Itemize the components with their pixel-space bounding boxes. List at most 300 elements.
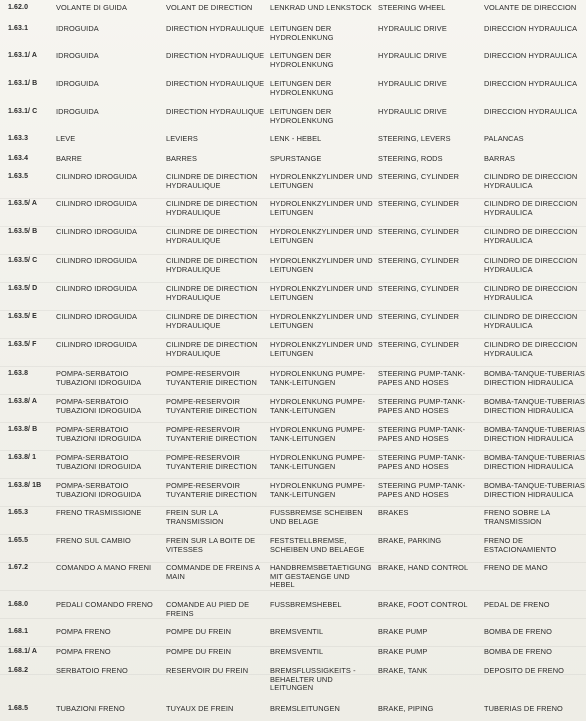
german-name-line: LEITUNGEN xyxy=(270,348,314,358)
spanish-name xyxy=(484,482,584,499)
italian-name-line: TUBAZIONI FRENO xyxy=(56,704,125,713)
spanish-name xyxy=(484,155,584,164)
french-name-line: DIRECTION HYDRAULIQUE xyxy=(166,107,265,116)
german-name xyxy=(270,426,376,443)
english-name-line: STEERING, CYLINDER xyxy=(378,312,460,321)
german-name-line: TANK-LEITUNGEN xyxy=(270,433,336,443)
group-code: 1.65.5 xyxy=(8,537,29,544)
french-name xyxy=(166,173,266,190)
english-name xyxy=(378,705,482,714)
italian-name xyxy=(56,135,164,144)
german-name-line: HYDROLENKUNG xyxy=(270,87,334,97)
english-name xyxy=(378,370,482,387)
french-name-line: POMPE DU FREIN xyxy=(166,647,232,656)
spanish-name xyxy=(484,285,584,302)
german-name-line: UND BELAGE xyxy=(270,516,319,526)
italian-name-line: TUBAZIONI IDROGUIDA xyxy=(56,461,142,471)
german-name-line: HANDBREMSBETAETIGUNG xyxy=(270,563,372,572)
german-name-line: HYDROLENKUNG PUMPE- xyxy=(270,481,366,490)
spanish-name-line: CILINDRO DE DIRECCION xyxy=(484,340,578,349)
spanish-name xyxy=(484,667,584,676)
english-name-line: BRAKE, FOOT CONTROL xyxy=(378,600,468,609)
german-name-line: LEITUNGEN xyxy=(270,320,314,330)
french-name-line: DIRECTION HYDRAULIQUE xyxy=(166,24,265,33)
french-name-line: CILINDRE DE DIRECTION xyxy=(166,256,258,265)
french-name xyxy=(166,601,266,618)
group-code: 1.65.3 xyxy=(8,509,29,516)
french-name-line: POMPE-RESERVOIR xyxy=(166,369,241,378)
german-name xyxy=(270,155,376,164)
italian-name-line: FRENO SUL CAMBIO xyxy=(56,536,131,545)
italian-name-line: POMPA FRENO xyxy=(56,647,111,656)
spanish-name xyxy=(484,454,584,471)
french-name-line: TUYANTERIE DIRECTION xyxy=(166,461,257,471)
french-name-line: LEVIERS xyxy=(166,134,198,143)
english-name xyxy=(378,564,482,573)
german-name-line: HYDROLENKZYLINDER UND xyxy=(270,199,373,208)
italian-name xyxy=(56,482,164,499)
french-name xyxy=(166,628,266,637)
french-name-line: POMPE-RESERVOIR xyxy=(166,453,241,462)
german-name-line: HYDROLENKUNG PUMPE- xyxy=(270,369,366,378)
german-name xyxy=(270,370,376,387)
french-name xyxy=(166,705,266,714)
french-name xyxy=(166,509,266,526)
italian-name xyxy=(56,705,164,714)
french-name-line: TUYANTERIE DIRECTION xyxy=(166,433,257,443)
french-name-line: POMPE-RESERVOIR xyxy=(166,425,241,434)
spanish-name xyxy=(484,564,584,573)
spanish-name-line: CILINDRO DE DIRECCION xyxy=(484,172,578,181)
german-name-line: FESTSTELLBREMSE, xyxy=(270,536,347,545)
english-name xyxy=(378,135,482,144)
french-name xyxy=(166,4,266,13)
group-code: 1.63.5/ E xyxy=(8,313,37,320)
french-name-line: CILINDRE DE DIRECTION xyxy=(166,227,258,236)
spanish-name xyxy=(484,4,584,13)
french-name-line: CILINDRE DE DIRECTION xyxy=(166,340,258,349)
italian-name xyxy=(56,537,164,546)
italian-name xyxy=(56,200,164,209)
german-name-line: HYDROLENKUNG PUMPE- xyxy=(270,397,366,406)
german-name xyxy=(270,482,376,499)
italian-name-line: COMANDO A MANO FRENI xyxy=(56,563,152,572)
french-name xyxy=(166,426,266,443)
spanish-name xyxy=(484,426,584,443)
group-code: 1.63.5 xyxy=(8,173,29,180)
italian-name-line: SERBATOIO FRENO xyxy=(56,666,128,675)
spanish-name-line: ESTACIONAMIENTO xyxy=(484,544,557,554)
spanish-name-line: BOMBA-TANQUE-TUBERIAS xyxy=(484,453,585,462)
italian-name-line: CILINDRO IDROGUIDA xyxy=(56,227,138,236)
italian-name xyxy=(56,228,164,237)
italian-name-line: POMPA-SERBATOIO xyxy=(56,481,129,490)
spanish-name xyxy=(484,509,584,526)
english-name-line: PAPES AND HOSES xyxy=(378,433,449,443)
english-name xyxy=(378,108,482,117)
german-name xyxy=(270,601,376,610)
german-name xyxy=(270,135,376,144)
italian-name-line: CILINDRO IDROGUIDA xyxy=(56,256,138,265)
english-name xyxy=(378,173,482,182)
german-name-line: LEITUNGEN DER xyxy=(270,107,332,116)
german-name xyxy=(270,228,376,245)
group-code: 1.68.5 xyxy=(8,705,29,712)
english-name xyxy=(378,628,482,637)
german-name-line: LEITUNGEN xyxy=(270,207,314,217)
english-name xyxy=(378,228,482,237)
group-code: 1.63.5/ F xyxy=(8,341,37,348)
english-name-line: HYDRAULIC DRIVE xyxy=(378,107,447,116)
italian-name xyxy=(56,398,164,415)
german-name-line: FUSSBREMSE SCHEIBEN xyxy=(270,508,363,517)
german-name-line: HYDROLENKZYLINDER UND xyxy=(270,256,373,265)
english-name-line: STEERING, CYLINDER xyxy=(378,199,460,208)
english-name-line: PAPES AND HOSES xyxy=(378,377,449,387)
english-name-line: STEERING, RODS xyxy=(378,154,443,163)
english-name xyxy=(378,667,482,676)
english-name-line: STEERING PUMP-TANK- xyxy=(378,397,466,406)
french-name-line: HYDRAULIQUE xyxy=(166,180,221,190)
french-name xyxy=(166,341,266,358)
german-name xyxy=(270,108,376,125)
german-name-line: LEITUNGEN xyxy=(270,292,314,302)
french-name xyxy=(166,285,266,302)
group-code: 1.63.1/ B xyxy=(8,80,38,87)
german-name xyxy=(270,648,376,657)
italian-name xyxy=(56,108,164,117)
italian-name-line: TUBAZIONI IDROGUIDA xyxy=(56,489,142,499)
german-name xyxy=(270,628,376,637)
french-name-line: POMPE-RESERVOIR xyxy=(166,481,241,490)
german-name-line: TANK-LEITUNGEN xyxy=(270,405,336,415)
group-code: 1.62.0 xyxy=(8,4,29,11)
english-name-line: STEERING, CYLINDER xyxy=(378,340,460,349)
italian-name xyxy=(56,257,164,266)
italian-name-line: CILINDRO IDROGUIDA xyxy=(56,284,138,293)
french-name-line: TUYANTERIE DIRECTION xyxy=(166,489,257,499)
german-name xyxy=(270,285,376,302)
german-name-line: TANK-LEITUNGEN xyxy=(270,489,336,499)
italian-name-line: IDROGUIDA xyxy=(56,107,99,116)
spanish-name-line: DIRECTION HIDRAULICA xyxy=(484,461,574,471)
spanish-name xyxy=(484,52,584,61)
spanish-name-line: VOLANTE DE DIRECCION xyxy=(484,3,577,12)
english-name-line: HYDRAULIC DRIVE xyxy=(378,51,447,60)
french-name xyxy=(166,52,266,61)
italian-name-line: IDROGUIDA xyxy=(56,79,99,88)
spanish-name xyxy=(484,228,584,245)
group-code: 1.67.2 xyxy=(8,564,29,571)
group-code: 1.63.3 xyxy=(8,135,29,142)
french-name xyxy=(166,200,266,217)
french-name-line: DIRECTION HYDRAULIQUE xyxy=(166,51,265,60)
french-name-line: COMMANDE DE FREINS A xyxy=(166,563,260,572)
spanish-name xyxy=(484,25,584,34)
german-name xyxy=(270,200,376,217)
english-name-line: HYDRAULIC DRIVE xyxy=(378,79,447,88)
spanish-name-line: FRENO DE xyxy=(484,536,523,545)
german-name-line: TANK-LEITUNGEN xyxy=(270,461,336,471)
french-name xyxy=(166,25,266,34)
french-name xyxy=(166,257,266,274)
italian-name xyxy=(56,601,164,610)
french-name-line: TRANSMISSION xyxy=(166,516,224,526)
english-name xyxy=(378,80,482,89)
german-name-line: BEHAELTER UND xyxy=(270,674,333,684)
english-name-line: STEERING PUMP-TANK- xyxy=(378,453,466,462)
spanish-name-line: HYDRAULICA xyxy=(484,180,533,190)
group-code: 1.63.5/ C xyxy=(8,257,38,264)
german-name-line: HYDROLENKZYLINDER UND xyxy=(270,312,373,321)
german-name-line: LEITUNGEN DER xyxy=(270,24,332,33)
italian-name xyxy=(56,155,164,164)
english-name-line: STEERING, CYLINDER xyxy=(378,227,460,236)
italian-name xyxy=(56,648,164,657)
italian-name-line: CILINDRO IDROGUIDA xyxy=(56,172,138,181)
italian-name xyxy=(56,454,164,471)
french-name-line: HYDRAULIQUE xyxy=(166,292,221,302)
english-name xyxy=(378,537,482,546)
spanish-name xyxy=(484,313,584,330)
spanish-name xyxy=(484,341,584,358)
english-name-line: BRAKE, HAND CONTROL xyxy=(378,563,469,572)
italian-name xyxy=(56,52,164,61)
french-name-line: TUYANTERIE DIRECTION xyxy=(166,405,257,415)
spanish-name-line: PALANCAS xyxy=(484,134,524,143)
french-name-line: VOLANT DE DIRECTION xyxy=(166,3,253,12)
spanish-name xyxy=(484,173,584,190)
french-name-line: COMANDE AU PIED DE xyxy=(166,600,250,609)
italian-name-line: FRENO TRASMISSIONE xyxy=(56,508,142,517)
english-name xyxy=(378,398,482,415)
spanish-name-line: DEPOSITO DE FRENO xyxy=(484,666,564,675)
italian-name xyxy=(56,628,164,637)
german-name xyxy=(270,564,376,590)
italian-name-line: TUBAZIONI IDROGUIDA xyxy=(56,405,142,415)
english-name-line: BRAKE, PIPING xyxy=(378,704,434,713)
german-name xyxy=(270,398,376,415)
spanish-name xyxy=(484,370,584,387)
spanish-name xyxy=(484,537,584,554)
english-name xyxy=(378,454,482,471)
spanish-name xyxy=(484,257,584,274)
group-code: 1.63.5/ B xyxy=(8,228,38,235)
spanish-name xyxy=(484,80,584,89)
english-name-line: STEERING WHEEL xyxy=(378,3,446,12)
italian-name-line: BARRE xyxy=(56,154,82,163)
german-name-line: HYDROLENKZYLINDER UND xyxy=(270,340,373,349)
group-code: 1.68.0 xyxy=(8,601,29,608)
spanish-name-line: HYDRAULICA xyxy=(484,320,533,330)
german-name xyxy=(270,80,376,97)
french-name xyxy=(166,108,266,117)
german-name-line: LEITUNGEN xyxy=(270,264,314,274)
spanish-name-line: PEDAL DE FRENO xyxy=(484,600,550,609)
spanish-name-line: DIRECCION HYDRAULICA xyxy=(484,79,578,88)
italian-name-line: IDROGUIDA xyxy=(56,24,99,33)
french-name-line: FREIN SUR LA BOITE DE xyxy=(166,536,256,545)
spanish-name-line: CILINDRO DE DIRECCION xyxy=(484,312,578,321)
italian-name-line: TUBAZIONI IDROGUIDA xyxy=(56,377,142,387)
french-name-line: HYDRAULIQUE xyxy=(166,207,221,217)
spanish-name-line: CILINDRO DE DIRECCION xyxy=(484,284,578,293)
german-name-line: LEITUNGEN xyxy=(270,683,314,693)
spanish-name xyxy=(484,200,584,217)
german-name-line: TANK-LEITUNGEN xyxy=(270,377,336,387)
german-name-line: HYDROLENKUNG PUMPE- xyxy=(270,453,366,462)
english-name-line: BRAKES xyxy=(378,508,409,517)
french-name xyxy=(166,135,266,144)
german-name-line: FUSSBREMSHEBEL xyxy=(270,600,342,609)
italian-name xyxy=(56,25,164,34)
english-name xyxy=(378,200,482,209)
english-name-line: BRAKE, PARKING xyxy=(378,536,442,545)
spanish-name-line: BOMBA DE FRENO xyxy=(484,647,552,656)
german-name xyxy=(270,454,376,471)
english-name xyxy=(378,509,482,518)
german-name-line: BREMSVENTIL xyxy=(270,647,324,656)
english-name-line: BRAKE, TANK xyxy=(378,666,428,675)
english-name-line: STEERING, CYLINDER xyxy=(378,172,460,181)
german-name xyxy=(270,25,376,42)
italian-name xyxy=(56,4,164,13)
french-name-line: CILINDRE DE DIRECTION xyxy=(166,284,258,293)
italian-name xyxy=(56,80,164,89)
french-name xyxy=(166,537,266,554)
spanish-name xyxy=(484,398,584,415)
german-name-line: HYDROLENKUNG xyxy=(270,115,334,125)
italian-name-line: CILINDRO IDROGUIDA xyxy=(56,199,138,208)
english-name-line: BRAKE PUMP xyxy=(378,627,428,636)
spanish-name-line: DIRECCION HYDRAULICA xyxy=(484,24,578,33)
spanish-name-line: DIRECCION HYDRAULICA xyxy=(484,107,578,116)
german-name-line: BREMSFLUSSIGKEITS - xyxy=(270,666,356,675)
spanish-name-line: TUBERIAS DE FRENO xyxy=(484,704,563,713)
german-name xyxy=(270,667,376,693)
spanish-name-line: BOMBA-TANQUE-TUBERIAS xyxy=(484,481,585,490)
group-code: 1.63.5/ D xyxy=(8,285,38,292)
english-name-line: PAPES AND HOSES xyxy=(378,461,449,471)
english-name xyxy=(378,285,482,294)
english-name-line: STEERING, LEVERS xyxy=(378,134,451,143)
french-name xyxy=(166,454,266,471)
english-name xyxy=(378,52,482,61)
spanish-name xyxy=(484,628,584,637)
italian-name xyxy=(56,285,164,294)
spanish-name-line: BOMBA DE FRENO xyxy=(484,627,552,636)
german-name-line: BREMSLEITUNGEN xyxy=(270,704,340,713)
english-name xyxy=(378,648,482,657)
italian-name xyxy=(56,341,164,350)
group-code: 1.63.1/ C xyxy=(8,108,38,115)
german-name xyxy=(270,313,376,330)
spanish-name-line: CILINDRO DE DIRECCION xyxy=(484,199,578,208)
german-name-line: LEITUNGEN xyxy=(270,235,314,245)
italian-name-line: TUBAZIONI IDROGUIDA xyxy=(56,433,142,443)
english-name-line: STEERING PUMP-TANK- xyxy=(378,481,466,490)
german-name-line: LENK - HEBEL xyxy=(270,134,322,143)
spanish-name-line: TRANSMISSION xyxy=(484,516,542,526)
german-name xyxy=(270,173,376,190)
english-name-line: HYDRAULIC DRIVE xyxy=(378,24,447,33)
french-name xyxy=(166,80,266,89)
italian-name-line: CILINDRO IDROGUIDA xyxy=(56,312,138,321)
german-name-line: HYDROLENKZYLINDER UND xyxy=(270,227,373,236)
german-name-line: LENKRAD UND LENKSTOCK xyxy=(270,3,372,12)
group-code: 1.63.8/ B xyxy=(8,426,38,433)
spanish-name xyxy=(484,705,584,714)
french-name-line: VITESSES xyxy=(166,544,203,554)
english-name-line: STEERING PUMP-TANK- xyxy=(378,425,466,434)
group-code: 1.63.5/ A xyxy=(8,200,38,207)
italian-name-line: LEVE xyxy=(56,134,76,143)
french-name-line: TUYAUX DE FREIN xyxy=(166,704,234,713)
german-name-line: HYDROLENKZYLINDER UND xyxy=(270,172,373,181)
english-name-line: PAPES AND HOSES xyxy=(378,405,449,415)
french-name xyxy=(166,313,266,330)
group-code: 1.63.8/ 1 xyxy=(8,454,37,461)
group-code: 1.68.1 xyxy=(8,628,29,635)
english-name xyxy=(378,25,482,34)
spanish-name xyxy=(484,135,584,144)
spanish-name-line: BOMBA-TANQUE-TUBERIAS xyxy=(484,397,585,406)
spanish-name xyxy=(484,108,584,117)
italian-name-line: POMPA-SERBATOIO xyxy=(56,397,129,406)
english-name xyxy=(378,341,482,350)
french-name xyxy=(166,564,266,581)
french-name-line: HYDRAULIQUE xyxy=(166,348,221,358)
german-name xyxy=(270,705,376,714)
german-name-line: LEITUNGEN DER xyxy=(270,79,332,88)
french-name-line: BARRES xyxy=(166,154,197,163)
french-name-line: RESERVOIR DU FREIN xyxy=(166,666,249,675)
italian-name-line: POMPA-SERBATOIO xyxy=(56,369,129,378)
french-name xyxy=(166,482,266,499)
english-name-line: STEERING, CYLINDER xyxy=(378,256,460,265)
english-name-line: STEERING, CYLINDER xyxy=(378,284,460,293)
italian-name xyxy=(56,173,164,182)
german-name xyxy=(270,509,376,526)
english-name-line: STEERING PUMP-TANK- xyxy=(378,369,466,378)
french-name-line: POMPE DU FREIN xyxy=(166,627,232,636)
english-name xyxy=(378,426,482,443)
italian-name-line: POMPA FRENO xyxy=(56,627,111,636)
german-name-line: SCHEIBEN UND BELAEGE xyxy=(270,544,365,554)
english-name xyxy=(378,155,482,164)
spanish-name-line: HYDRAULICA xyxy=(484,348,533,358)
spanish-name-line: FRENO DE MANO xyxy=(484,563,548,572)
english-name-line: PAPES AND HOSES xyxy=(378,489,449,499)
german-name xyxy=(270,52,376,69)
french-name xyxy=(166,667,266,676)
german-name-line: SPURSTANGE xyxy=(270,154,322,163)
german-name-line: BREMSVENTIL xyxy=(270,627,324,636)
french-name-line: DIRECTION HYDRAULIQUE xyxy=(166,79,265,88)
german-name-line: HYDROLENKUNG xyxy=(270,32,334,42)
italian-name-line: POMPA-SERBATOIO xyxy=(56,453,129,462)
french-name xyxy=(166,370,266,387)
italian-name xyxy=(56,313,164,322)
spanish-name-line: DIRECTION HIDRAULICA xyxy=(484,405,574,415)
french-name xyxy=(166,228,266,245)
german-name-line: LEITUNGEN xyxy=(270,180,314,190)
group-code: 1.63.1/ A xyxy=(8,52,38,59)
spanish-name-line: CILINDRO DE DIRECCION xyxy=(484,227,578,236)
french-name xyxy=(166,648,266,657)
italian-name-line: VOLANTE DI GUIDA xyxy=(56,3,128,12)
german-name-line: LEITUNGEN DER xyxy=(270,51,332,60)
